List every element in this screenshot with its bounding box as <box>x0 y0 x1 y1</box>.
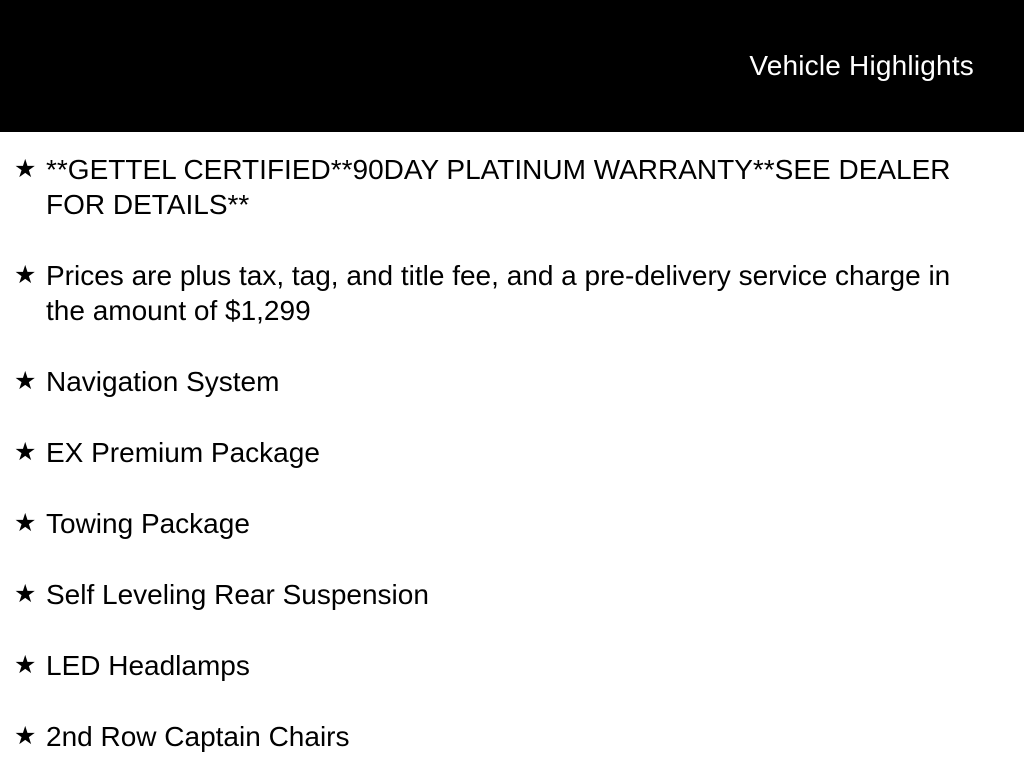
list-item-text: LED Headlamps <box>46 650 250 681</box>
star-icon: ★ <box>14 367 37 395</box>
list-item-text: Self Leveling Rear Suspension <box>46 579 429 610</box>
star-icon: ★ <box>14 438 37 466</box>
star-icon: ★ <box>14 155 37 183</box>
highlights-list <box>0 132 1024 754</box>
list-item-text: EX Premium Package <box>46 437 320 468</box>
star-icon: ★ <box>14 722 37 750</box>
list-item <box>12 364 994 399</box>
list-item <box>12 258 994 328</box>
page-title: Vehicle Highlights <box>749 50 974 81</box>
star-icon: ★ <box>14 261 37 289</box>
star-icon: ★ <box>14 509 37 537</box>
list-item <box>12 152 994 222</box>
list-item-text: Prices are plus tax, tag, and title fee, and a pre-delivery service charge in the amount of $1,299 <box>46 260 951 326</box>
list-item <box>12 435 994 470</box>
star-icon: ★ <box>14 651 37 679</box>
list-item <box>12 506 994 541</box>
star-icon: ★ <box>14 580 37 608</box>
list-item <box>12 577 994 612</box>
list-item-text: Navigation System <box>46 366 280 397</box>
list-item-text: 2nd Row Captain Chairs <box>46 721 350 752</box>
list-item-text: Towing Package <box>46 508 250 539</box>
list-item-text: **GETTEL CERTIFIED**90DAY PLATINUM WARRANTY**SEE DEALER FOR DETAILS** <box>46 154 951 220</box>
header-bar <box>0 0 1024 132</box>
list-item <box>12 648 994 683</box>
list-item <box>12 719 994 754</box>
